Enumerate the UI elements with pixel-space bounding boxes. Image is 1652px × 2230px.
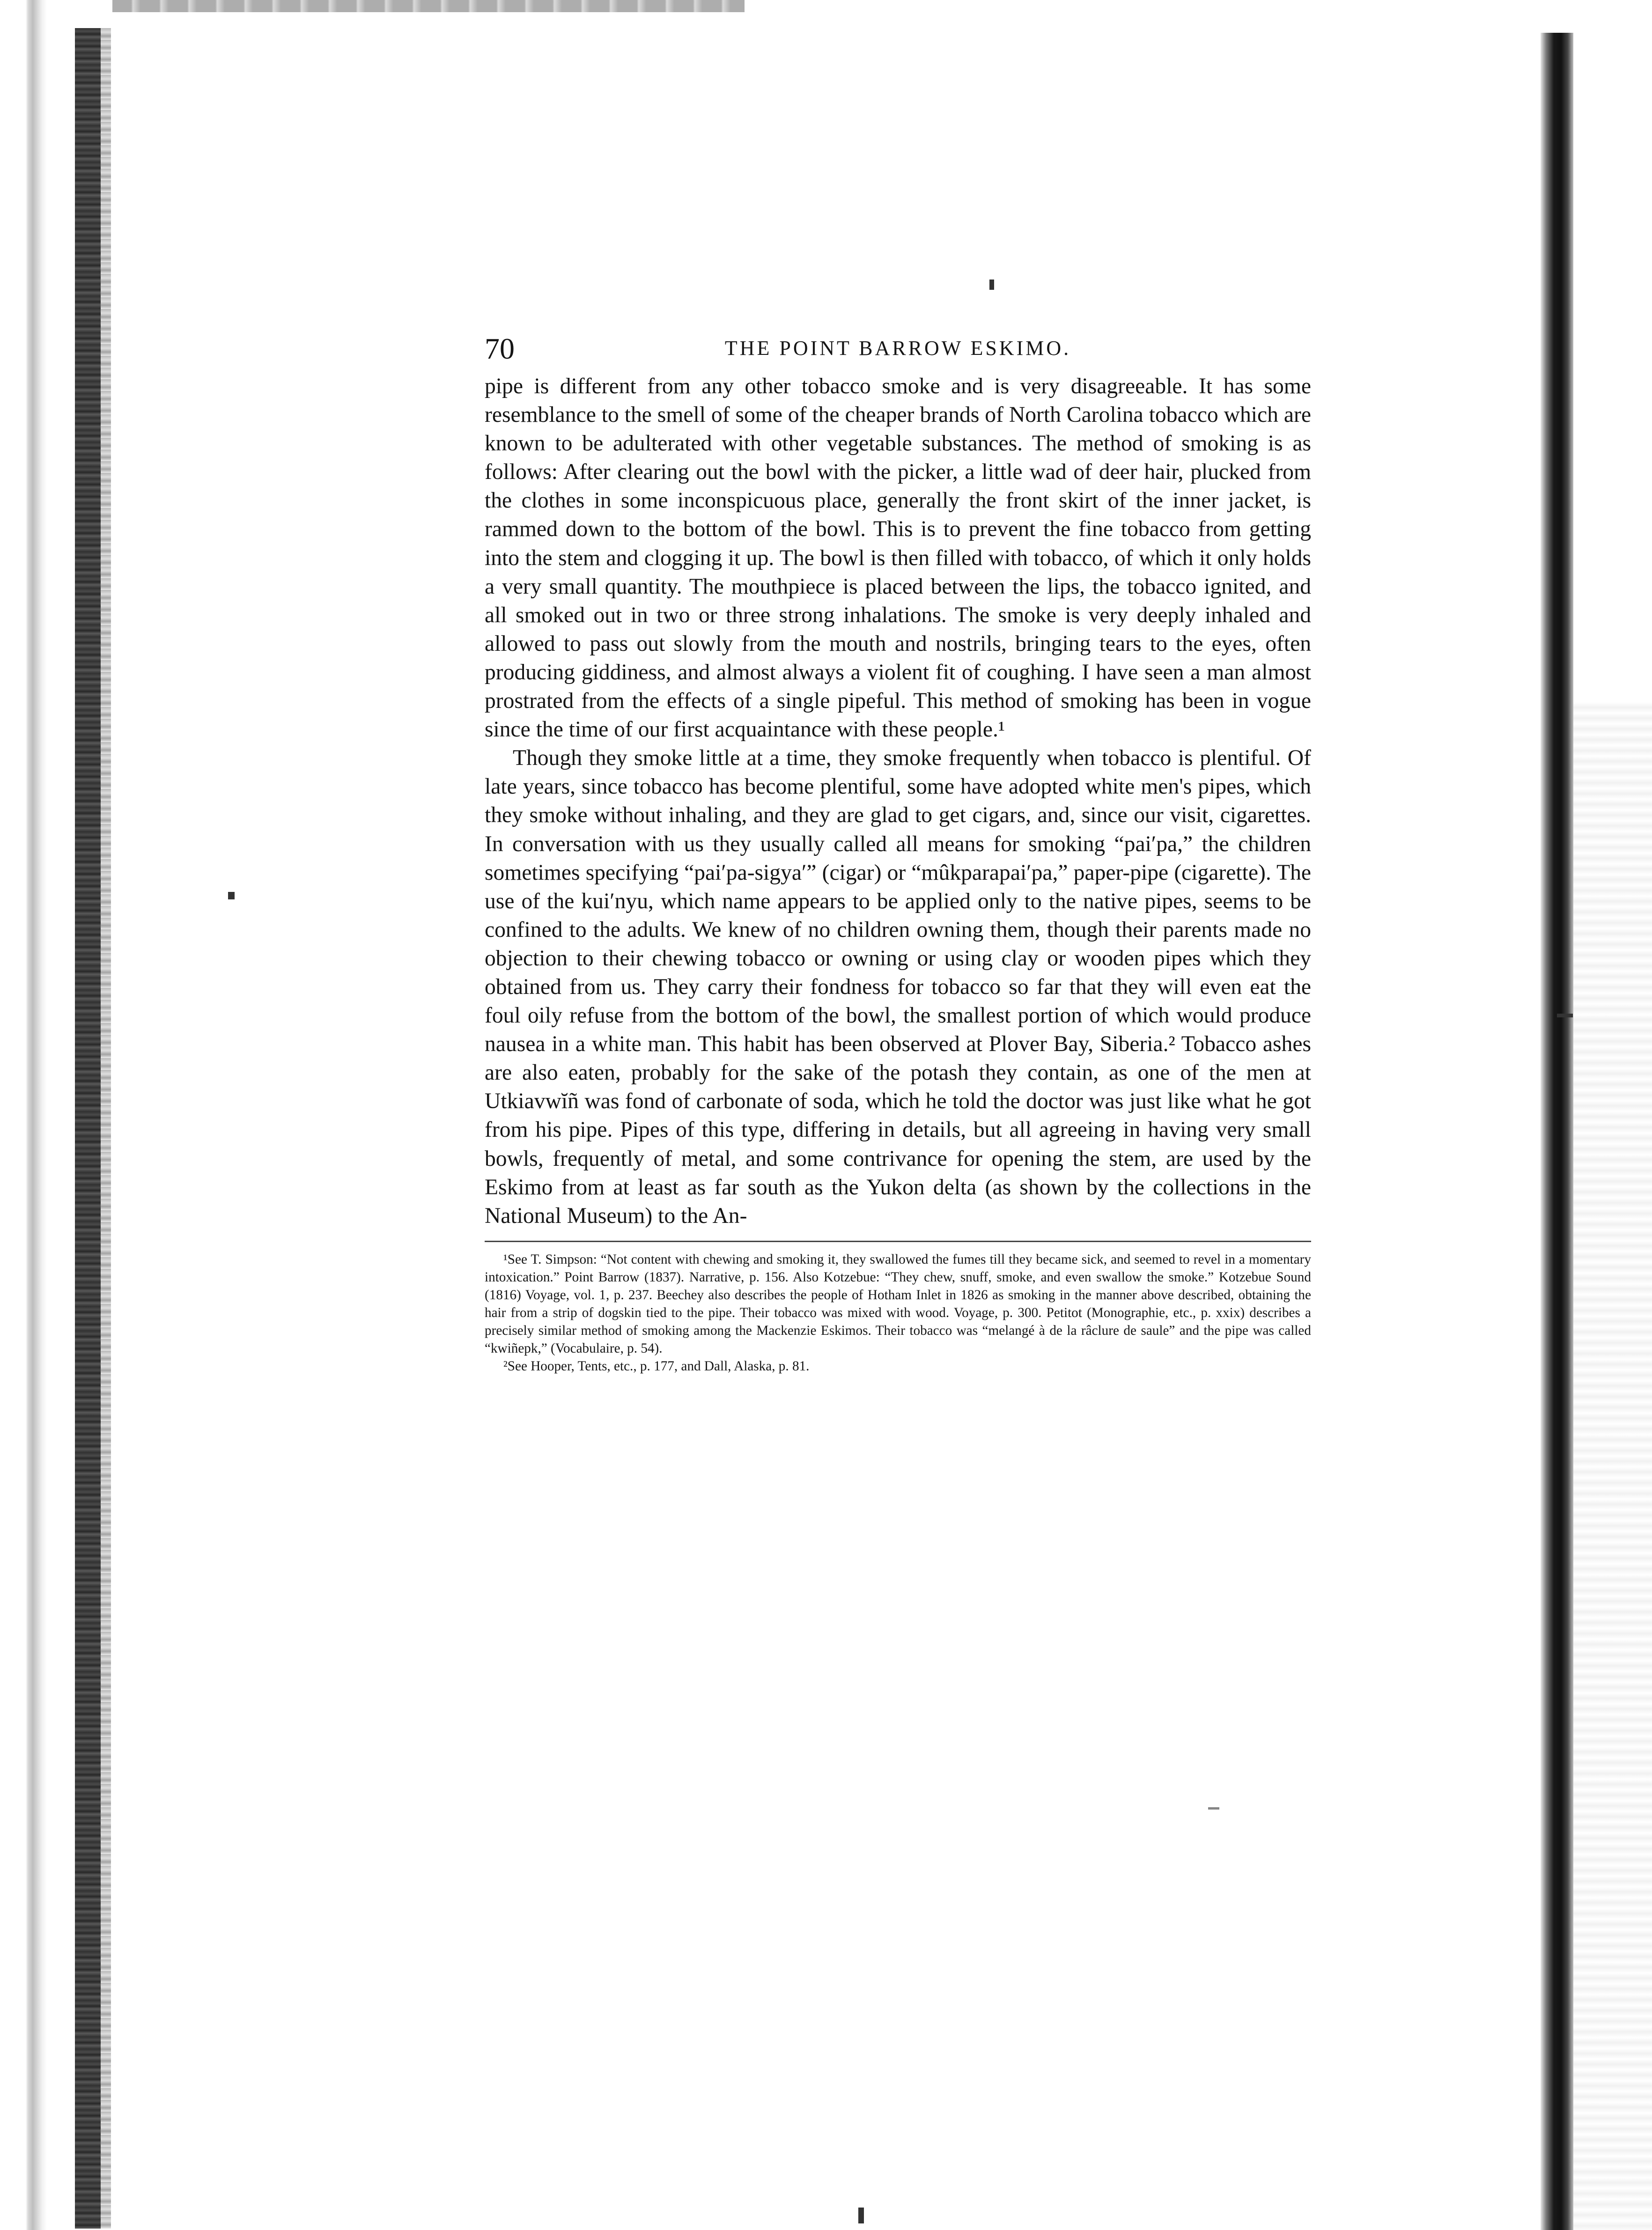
scan-speck [228, 892, 235, 899]
footnote: ¹See T. Simpson: “Not content with chewing and smoking it, they swallowed the fumes till they became sick, and seemed to revel in a momentary intoxication.” Point Barrow (1837). Narrative, p. 156. Also Kotzebue: “They chew, snuff, smoke, and even swallow the smoke.” Kotzebue Sound (1816) Voyage, vol. 1, p. 237. Beechey also describes the people of Hotham Inlet in 1826 as smoking in the manner above described, obtaining the hair from a strip of dogskin tied to the pipe. Their tobacco was mixed with wood. Voyage, p. 300. Petitot (Monographie, etc., p. xxix) describes a precisely similar method of smoking among the Mackenzie Eskimos. Their tobacco was “melangé à de la râclure de saule” and the pipe was called “kwiñepk,” (Vocabulaire, p. 54). [485, 1251, 1311, 1356]
page-number: 70 [485, 332, 515, 365]
body-text [485, 372, 1311, 1230]
scan-speck [989, 280, 994, 290]
running-title: THE POINT BARROW ESKIMO. [724, 337, 1071, 360]
running-head [485, 328, 1311, 372]
scan-binding-shadow [75, 28, 101, 2229]
paragraph: Though they smoke little at a time, they smoke frequently when tobacco is plentiful. Of late years, since tobacco has become plentiful, some have adopted white men's pipes, which they smoke without inhaling, and they are glad to get cigars, and, since our visit, cigarettes. In conversation with us they usually called all means for smoking “pai′pa,” the children sometimes specifying “pai′pa-sigya′” (cigar) or “mûkparapai′pa,” paper-pipe (cigarette). The use of the kui′nyu, which name appears to be applied only to the native pipes, seems to be confined to the adults. We knew of no children owning them, though their parents made no objection to their chewing tobacco or owning or using clay or wooden pipes which they obtained from us. They carry their fondness for tobacco so far that they will even eat the foul oily refuse from the bottom of the bowl, the smallest portion of which would produce nausea in a white man. This habit has been observed at Plover Bay, Siberia.² Tobacco ashes are also eaten, probably for the sake of the potash they contain, as one of the men at Utkiavwĭñ was fond of carbonate of soda, which he told the doctor was just like what he got from his pipe. Pipes of this type, differing in details, but all agreeing in having very small bowls, frequently of metal, and some contrivance for opening the stem, are used by the Eskimo from at least as far south as the Yukon delta (as shown by the collections in the National Museum) to the An- [485, 746, 1311, 1228]
footnote-divider [485, 1241, 1311, 1242]
scan-right-shadow [1541, 33, 1573, 2230]
scan-binding-edge [101, 28, 111, 2229]
paragraph: pipe is different from any other tobacco smoke and is very disagreeable. It has some resemblance to the smell of some of the cheaper brands of North Carolina tobacco which are known to be adulterated with other vegetable substances. The method of smoking is as follows: After clearing out the bowl with the picker, a little wad of deer hair, plucked from the clothes in some inconspicuous place, generally the front skirt of the inner jacket, is rammed down to the bottom of the bowl. This is to prevent the fine tobacco from getting into the stem and clogging it up. The bowl is then filled with tobacco, of which it only holds a very small quantity. The mouthpiece is placed between the lips, the tobacco ignited, and all smoked out in two or three strong inhalations. The smoke is very deeply inhaled and allowed to pass out slowly from the mouth and nostrils, bringing tears to the eyes, often producing giddiness, and almost always a violent fit of coughing. I have seen a man almost prostrated from the effects of a single pipeful. This method of smoking has been in vogue since the time of our first acquaintance with these people.¹ [485, 374, 1311, 742]
footnotes [485, 1251, 1311, 1375]
book-page [485, 328, 1311, 1375]
scan-speck [858, 2208, 864, 2223]
scan-speck [1208, 1807, 1219, 1810]
footnote: ²See Hooper, Tents, etc., p. 177, and Dall, Alaska, p. 81. [503, 1358, 810, 1374]
scan-speck [1557, 1014, 1573, 1017]
scan-right-margin [1573, 702, 1652, 2230]
scan-top-edge [112, 0, 745, 12]
